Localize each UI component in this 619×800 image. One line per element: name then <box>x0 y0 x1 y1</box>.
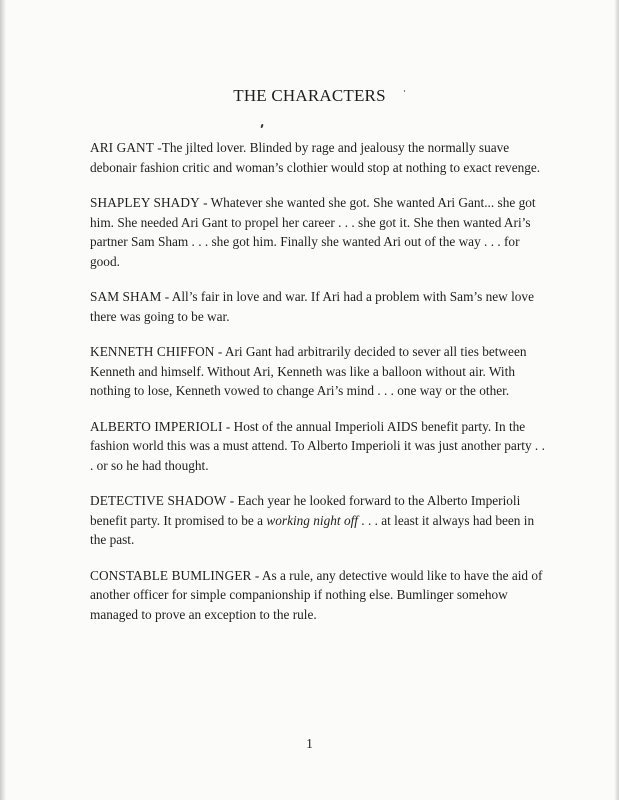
character-name: DETECTIVE SHADOW <box>90 493 227 508</box>
scan-edge-left <box>0 0 6 800</box>
character-separator: - <box>226 493 238 508</box>
character-description: All’s fair in love and war. If Ari had a problem with Sam’s new love there was going to be war. <box>90 289 534 324</box>
character-entry-ari-gant <box>90 138 546 177</box>
character-name: KENNETH CHIFFON <box>90 344 215 359</box>
character-list <box>90 138 546 624</box>
character-name: SHAPLEY SHADY <box>90 195 200 210</box>
character-entry-shapley-shady <box>90 193 546 271</box>
scan-edge-right <box>614 0 619 800</box>
character-name: ALBERTO IMPERIOLI <box>90 418 223 434</box>
character-name: ARI GANT <box>90 140 154 155</box>
character-description: Each year he looked forward to the Alberto Imperioli benefit party. It promised to be a <box>90 493 521 528</box>
character-description: Whatever she wanted she got. She wanted Ari Gant... she got him. She needed Ari Gant to propel her career . . . she got it. She then wanted Ari’s partner Sam Sham . . . she got him. Finally she wanted Ari out of the way . . . for good. <box>90 195 536 269</box>
character-description: Ari Gant had arbitrarily decided to sever all ties between Kenneth and himself. Without Ari, Kenneth was like a balloon without air. With nothing to lose, Kenneth vowed to change Ari’s mind . . . one way or the other. <box>90 344 527 398</box>
character-name: SAM SHAM <box>90 289 162 304</box>
character-separator: - <box>199 195 211 210</box>
character-description-italic: working night off <box>266 512 358 528</box>
character-description: Host of the annual Imperioli AIDS benefit party. In the fashion world this was a must attend. To Alberto Imperioli it was just another party . . . or so he had thought. <box>90 418 545 473</box>
character-separator: - <box>161 289 172 304</box>
character-separator: - <box>214 344 225 359</box>
character-separator: - <box>222 418 234 434</box>
page-title: THE CHARACTERS <box>233 86 386 105</box>
character-entry-constable-bumlinger <box>90 566 546 625</box>
character-separator: - <box>251 567 262 583</box>
character-description: The jilted lover. Blinded by rage and jealousy the normally suave debonair fashion critic and woman’s clothier would stop at nothing to exact revenge. <box>90 140 541 175</box>
character-description-continued: . . . at least it always had been in the past. <box>90 512 535 547</box>
character-entry-kenneth-chiffon <box>90 342 546 401</box>
character-separator: - <box>153 140 162 155</box>
page-number: 1 <box>306 736 313 751</box>
character-name: CONSTABLE BUMLINGER <box>90 567 252 583</box>
character-entry-alberto-imperioli <box>90 417 546 476</box>
ink-speck <box>260 124 263 128</box>
character-description: As a rule, any detective would like to have the aid of another officer for simple companionship if nothing else. Bumlinger somehow managed to prove an exception to the rule. <box>90 567 543 622</box>
character-entry-detective-shadow <box>90 491 546 550</box>
character-entry-sam-sham <box>90 287 546 326</box>
